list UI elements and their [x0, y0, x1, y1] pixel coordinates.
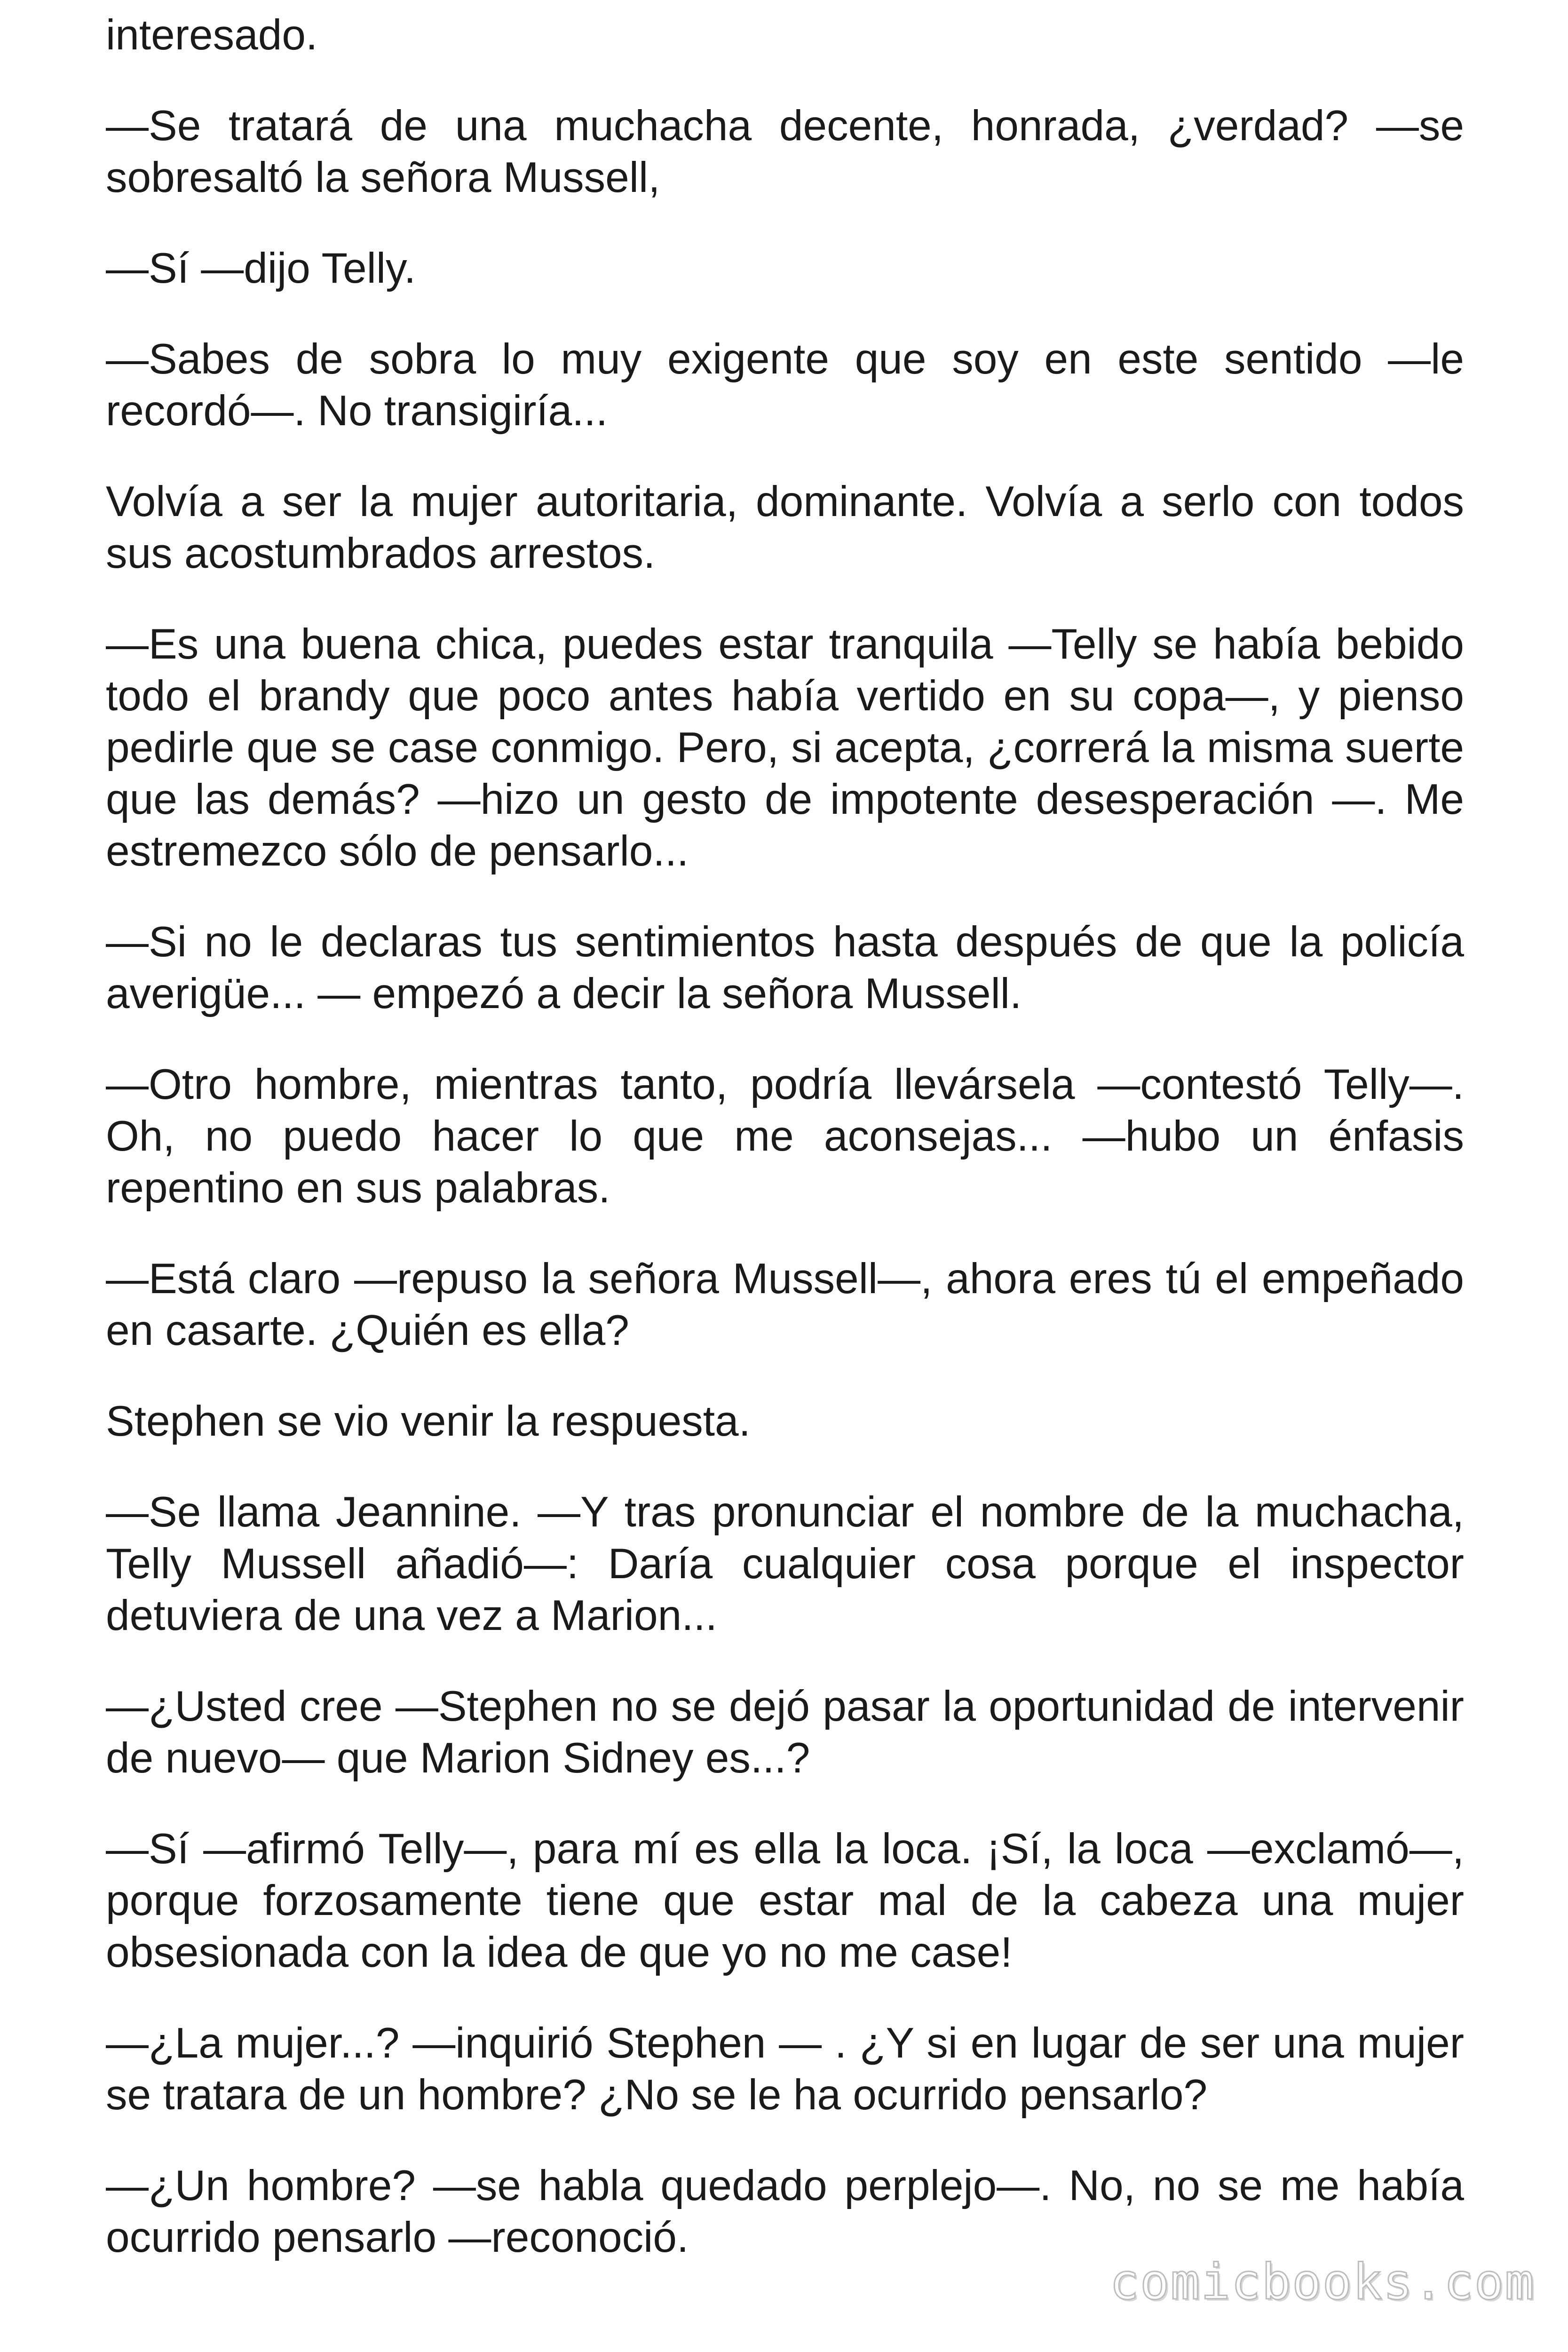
paragraph: —Sí —afirmó Telly—, para mí es ella la loca. ¡Sí, la loca —exclamó—, porque forzosamente tiene que estar mal de la cabeza una mujer obsesionada con la idea de que yo no me case! [106, 1825, 1464, 1976]
paragraph: —Sabes de sobra lo muy exigente que soy en este sentido —le recordó—. No transigiría... [106, 335, 1464, 435]
paragraph: —¿Un hombre? —se habla quedado perplejo—. No, no se me había ocurrido pensarlo —reconoció. [106, 2162, 1464, 2261]
watermark: comicbooks.com [1109, 2253, 1535, 2311]
paragraph: —Está claro —repuso la señora Mussell—, ahora eres tú el empeñado en casarte. ¿Quién es ella? [106, 1255, 1464, 1354]
paragraph: Stephen se vio venir la respuesta. [106, 1398, 751, 1445]
paragraph: —Otro hombre, mientras tanto, podría llevársela —contestó Telly—. Oh, no puedo hacer lo que me aconsejas... —hubo un énfasis repentino en sus palabras. [106, 1061, 1464, 1212]
paragraph: Volvía a ser la mujer autoritaria, dominante. Volvía a serlo con todos sus acostumbrados arrestos. [106, 478, 1464, 577]
paragraph: —Se tratará de una muchacha decente, honrada, ¿verdad? —se sobresaltó la señora Mussell, [106, 102, 1464, 201]
paragraph: —Si no le declaras tus sentimientos hasta después de que la policía averigüe... — empezó a decir la señora Mussell. [106, 918, 1464, 1017]
paragraph: —Sí —dijo Telly. [106, 245, 416, 292]
paragraph: —¿La mujer...? —inquirió Stephen — . ¿Y si en lugar de ser una mujer se tratara de un hombre? ¿No se le ha ocurrido pensarlo? [106, 2019, 1464, 2119]
paragraph: —Es una buena chica, puedes estar tranquila —Telly se había bebido todo el brandy que poco antes había vertido en su copa—, y pienso pedirle que se case conmigo. Pero, si acepta, ¿correrá la misma suerte que las demás? —hizo un gesto de impotente desesperación —. Me estremezco sólo de pensarlo... [106, 620, 1464, 875]
paragraph: interesado. [106, 11, 318, 59]
document-page [106, 9, 1464, 2303]
paragraph: —¿Usted cree —Stephen no se dejó pasar la oportunidad de intervenir de nuevo— que Marion Sidney es...? [106, 1683, 1464, 1782]
paragraph: —Se llama Jeannine. —Y tras pronunciar el nombre de la muchacha, Telly Mussell añadió—: Daría cualquier cosa porque el inspector detuviera de una vez a Marion... [106, 1488, 1464, 1639]
